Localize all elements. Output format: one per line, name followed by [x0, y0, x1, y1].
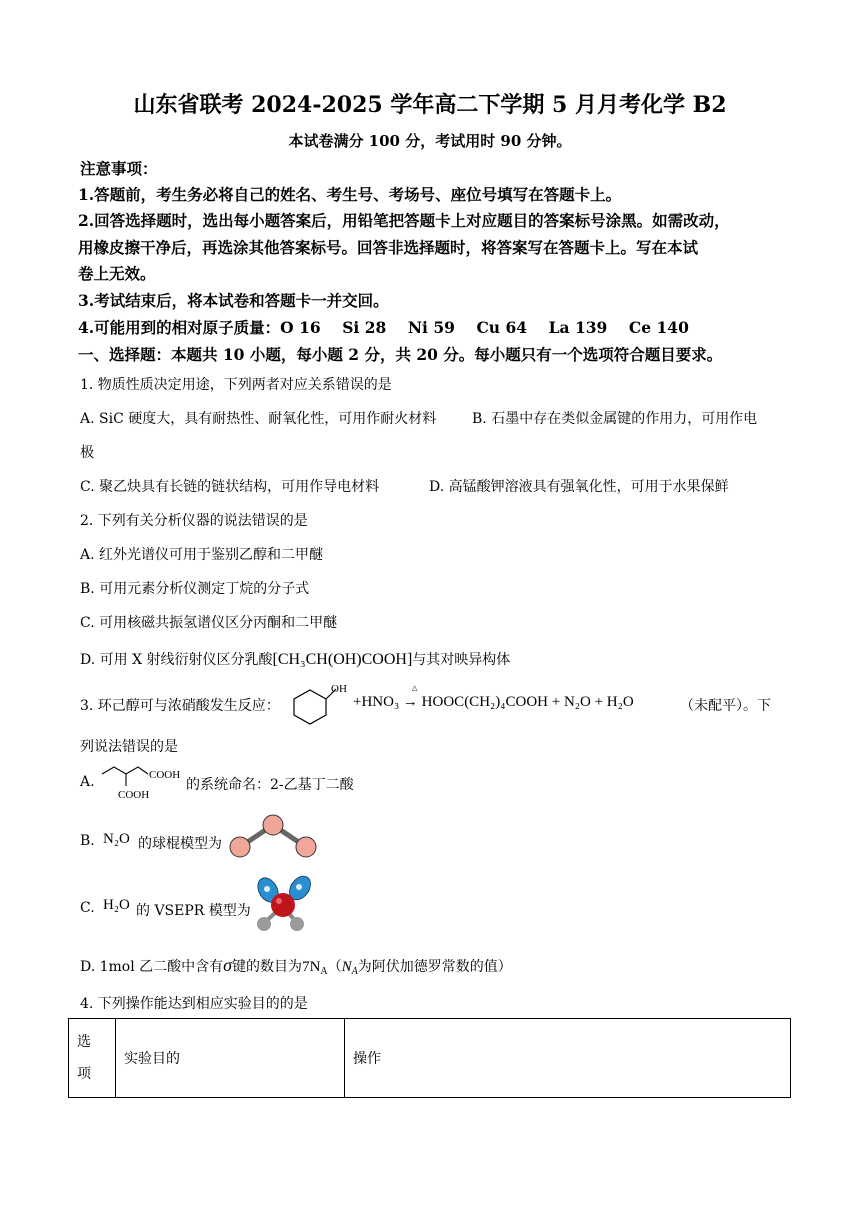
q3-a-text: 的系统命名：2-乙基丁二酸 — [186, 777, 354, 793]
q1-stem: 1. 物质性质决定用途，下列两者对应关系错误的是 — [80, 377, 392, 393]
q3-reaction-equation: +HNO₃ → HOOC(CH₂)₄COOH + N₂O + H₂O — [353, 694, 634, 710]
note-4: 4.可能用到的相对原子质量：O 16 Si 28 Ni 59 Cu 64 La 139 Ce 140 — [78, 318, 689, 337]
q2-stem: 2. 下列有关分析仪器的说法错误的是 — [80, 513, 308, 529]
q3-a-label: A. — [80, 774, 95, 790]
avogadro-n: N — [341, 959, 352, 975]
cooh-top-label: COOH — [149, 769, 181, 781]
q2-option-c: C. 可用核磁共振氢谱仪区分丙酮和二甲醚 — [80, 615, 338, 631]
q1-option-b-wrap: 极 — [80, 445, 94, 461]
table-header-row — [69, 1019, 791, 1098]
q2-option-d — [80, 649, 510, 669]
n2o-formula: N₂O — [103, 831, 130, 847]
q2-d-suffix: 与其对映异构体 — [412, 652, 511, 668]
header-operation-cell: 操作 — [345, 1019, 791, 1098]
page-title: 山东省联考 2024-2025 学年高二下学期 5 月月考化学 B2 — [133, 92, 727, 118]
ethylsuccinic-acid-structure-icon — [100, 762, 190, 802]
lactic-acid-formula: [CH₃CH(OH)COOH] — [272, 651, 413, 668]
sigma-symbol: σ — [223, 955, 233, 975]
q1-option-b: B. 石墨中存在类似金属键的作用力，可用作电 — [472, 411, 758, 427]
q2-d-prefix: D. 可用 X 射线衍射仪区分乳酸 — [80, 652, 273, 668]
q2-option-a: A. 红外光谱仪可用于鉴别乙醇和二甲醚 — [80, 547, 324, 563]
h2o-vsepr-model-icon — [250, 872, 320, 934]
q1-option-a: A. SiC 硬度大，具有耐热性、耐氧化性，可用作耐火材料 — [80, 411, 437, 427]
q3-d-suffix: 为阿伏加德罗常数的值） — [357, 959, 512, 975]
page-subtitle: 本试卷满分 100 分，考试用时 90 分钟。 — [288, 132, 572, 150]
avogadro-symbol — [342, 959, 358, 975]
q1-option-c: C. 聚乙炔具有长链的链状结构，可用作导电材料 — [80, 479, 380, 495]
cooh-bottom-label: COOH — [118, 789, 150, 801]
q1-option-d: D. 高锰酸钾溶液具有强氧化性，可用于水果保鲜 — [429, 479, 729, 495]
note-1: 1.答题前，考生务必将自己的姓名、考生号、考场号、座位号填写在答题卡上。 — [78, 185, 622, 204]
header-option-cell — [69, 1019, 116, 1098]
cyclohexanol-structure-icon — [292, 680, 354, 726]
q3-stem-wrap: 列说法错误的是 — [80, 739, 178, 755]
experiment-table — [68, 1018, 791, 1098]
q3-d-mid: 键的数目为 — [232, 959, 303, 975]
header-option-line-2: 项 — [77, 1066, 91, 1082]
q3-b-label: B. — [80, 833, 95, 849]
bond-count — [302, 959, 328, 975]
bond-count-subscript: A — [320, 966, 328, 977]
n2o-ball-stick-model-icon — [226, 812, 322, 862]
q3-c-label: C. — [80, 900, 95, 916]
avogadro-subscript: A — [351, 966, 358, 977]
q3-c-text: 的 VSEPR 模型为 — [136, 903, 251, 919]
note-2-line-1: 2.回答选择题时，选出每小题答案后，用铅笔把答题卡上对应题目的答案标号涂黑。如需改动， — [78, 211, 730, 230]
section-heading: 一、选择题：本题共 10 小题，每小题 2 分，共 20 分。每小题只有一个选项符合题目要求。 — [78, 345, 723, 364]
q3-stem-prefix: 3. 环己醇可与浓硝酸发生反应： — [80, 698, 280, 714]
heat-symbol: △ — [412, 684, 418, 692]
note-2-line-3: 卷上无效。 — [78, 264, 156, 283]
note-3: 3.考试结束后，将本试卷和答题卡一并交回。 — [78, 291, 389, 310]
header-purpose-cell: 实验目的 — [116, 1019, 345, 1098]
cyclohexanol-oh-label: OH — [331, 683, 347, 695]
q4-stem: 4. 下列操作能达到相应实验目的的是 — [80, 996, 308, 1012]
h2o-formula: H₂O — [103, 897, 130, 913]
q3-d-paren: （ — [327, 959, 342, 975]
q3-option-d — [80, 955, 512, 977]
header-option-line-1: 选 — [77, 1034, 91, 1050]
q3-d-prefix: D. 1mol 乙二酸中含有 — [80, 959, 224, 975]
q3-unbalanced-note: （未配平）。下 — [680, 698, 771, 714]
note-2-line-2: 用橡皮擦干净后，再选涂其他答案标号。回答非选择题时，将答案写在答题卡上。写在本试 — [78, 238, 699, 257]
notes-heading: 注意事项： — [80, 159, 158, 178]
q2-option-b: B. 可用元素分析仪测定丁烷的分子式 — [80, 581, 310, 597]
bond-count-number: 7N — [302, 959, 321, 975]
q3-b-text: 的球棍模型为 — [138, 836, 222, 852]
